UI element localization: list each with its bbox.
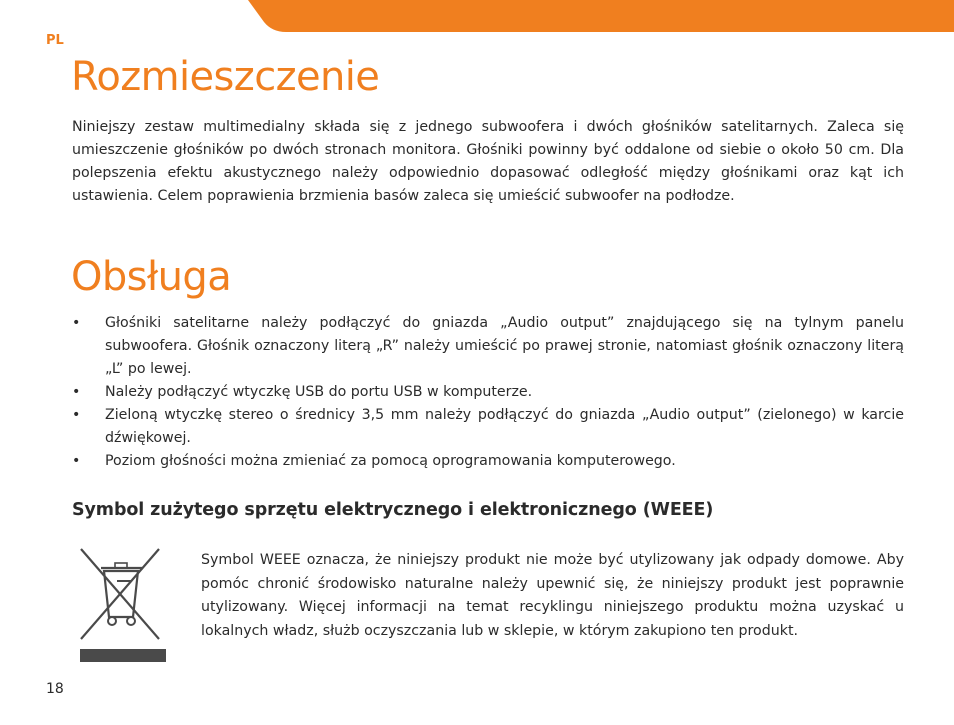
bullet-icon: • xyxy=(72,384,81,400)
placement-paragraph: Niniejszy zestaw multimedialny składa się z jednego subwoofera i dwóch głośników satelitarnych. Zaleca się umieszczenie głośników po dwóch stronach monitora. Głośniki powinny być oddalone od siebie o około 50 cm. Dla polepszenia efektu akustycznego należy odpowiednio dopasować odległość między głośnikami oraz kąt ich ustawienia. Celem poprawienia brzmienia basów zaleca się umieścić subwoofer na podłodze. xyxy=(72,119,904,204)
list-item-text: Poziom głośności można zmieniać za pomocą oprogramowania komputerowego. xyxy=(105,453,676,469)
section-title-placement: Rozmieszczenie xyxy=(71,54,380,100)
bullet-icon: • xyxy=(72,315,81,331)
language-label: PL xyxy=(46,33,64,48)
list-item xyxy=(72,381,904,404)
list-item-text: Zieloną wtyczkę stereo o średnicy 3,5 mm należy podłączyć do gniazda „Audio output” (zielonego) w karcie dźwiękowej. xyxy=(105,407,904,446)
bullet-icon: • xyxy=(72,407,81,423)
section-title-operation: Obsługa xyxy=(71,254,232,300)
list-item-text: Głośniki satelitarne należy podłączyć do gniazda „Audio output” znajdującego się na tylnym panelu subwoofera. Głośnik oznaczony literą „R” należy umieścić po prawej stronie, natomiast głośnik oznaczony literą „L” po lewej. xyxy=(105,315,904,377)
list-item xyxy=(72,312,904,381)
weee-paragraph: Symbol WEEE oznacza, że niniejszy produkt nie może być utylizowany jak odpady domowe. Aby pomóc chronić środowisko naturalne należy upewnić się, że niniejszy produkt jest poprawnie utylizowany. Więcej informacji na temat recyklingu niniejszego produktu można uzyskać u lokalnych władz, służb oczyszczania lub w sklepie, w którym zakupiono ten produkt. xyxy=(201,552,904,639)
list-item-text: Należy podłączyć wtyczkę USB do portu USB w komputerze. xyxy=(105,384,533,400)
header-accent-bar xyxy=(0,0,954,32)
crossed-out-wheelie-bin-icon xyxy=(79,547,167,663)
section-title-weee: Symbol zużytego sprzętu elektrycznego i elektronicznego (WEEE) xyxy=(72,500,714,520)
operation-list xyxy=(72,312,904,473)
list-item xyxy=(72,450,904,473)
bullet-icon: • xyxy=(72,453,81,469)
list-item xyxy=(72,404,904,450)
page-number: 18 xyxy=(46,681,64,697)
